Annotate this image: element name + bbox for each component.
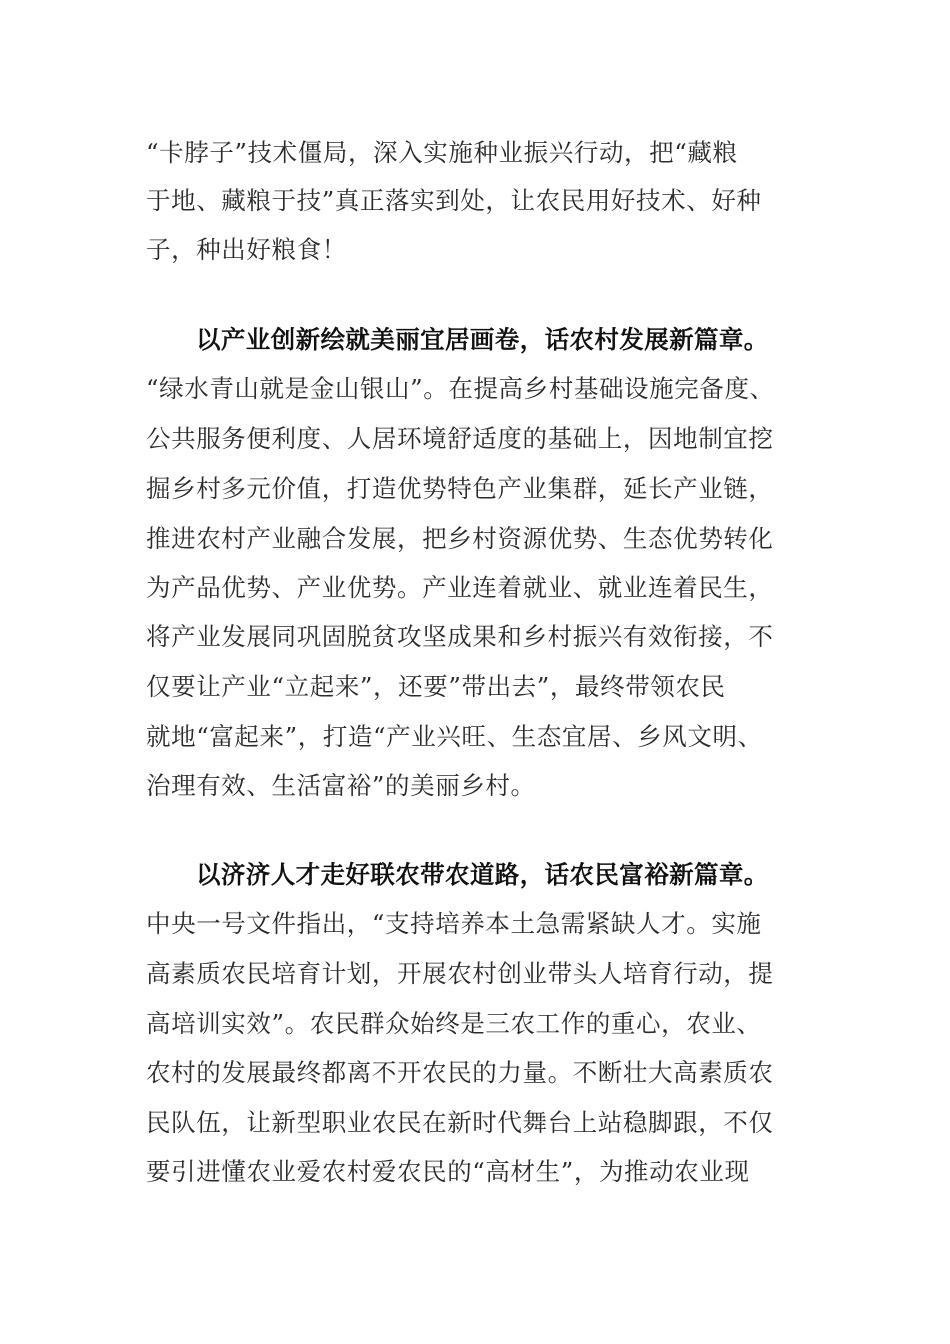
text-line: 推进农村产业融合发展，把乡村资源优势、生态优势转化 <box>146 524 774 553</box>
text-line: 中央一号文件指出，“支持培养本土急需紧缺人才。实施 <box>146 909 762 938</box>
text-line: 治理有效、生活富裕”的美丽乡村。 <box>146 771 536 800</box>
text-line: 于地、藏粮于技”真正落实到处，让农民用好技术、好种 <box>146 186 762 215</box>
text-line: 高素质农民培育计划，开展农村创业带头人培育行动，提 <box>146 959 774 988</box>
section-heading: 以产业创新绘就美丽宜居画卷，话农村发展新篇章。 <box>196 325 769 354</box>
text-line: 农村的发展最终都离不开农民的力量。不断壮大高素质农 <box>146 1058 774 1087</box>
text-line: 掘乡村多元价值，打造优势特色产业集群，延长产业链， <box>146 474 774 503</box>
text-line: 将产业发展同巩固脱贫攻坚成果和乡村振兴有效衔接，不 <box>146 622 774 651</box>
text-line: 子，种出好粮食！ <box>146 235 347 264</box>
text-line: 高培训实效”。农民群众始终是三农工作的重心，农业、 <box>146 1009 762 1038</box>
text-line: 要引进懂农业爱农村爱农民的“高材生”，为推动农业现 <box>146 1157 750 1186</box>
section-heading: 以济济人才走好联农带农道路，话农民富裕新篇章。 <box>196 860 769 889</box>
text-line: “绿水青山就是金山银山”。在提高乡村基础设施完备度、 <box>146 374 775 403</box>
text-line: 仅要让产业“立起来”，还要”带出去”，最终带领农民 <box>146 672 726 701</box>
text-line: 民队伍，让新型职业农民在新时代舞台上站稳脚跟，不仅 <box>146 1108 774 1137</box>
text-line: 公共服务便利度、人居环境舒适度的基础上，因地制宜挖 <box>146 424 774 453</box>
text-line: 就地“富起来”，打造“产业兴旺、生态宜居、乡风文明、 <box>146 722 763 751</box>
text-line: 为产品优势、产业优势。产业连着就业、就业连着民生， <box>146 573 774 602</box>
text-line: “卡脖子”技术僵局，深入实施种业振兴行动，把“藏粮 <box>146 138 738 167</box>
